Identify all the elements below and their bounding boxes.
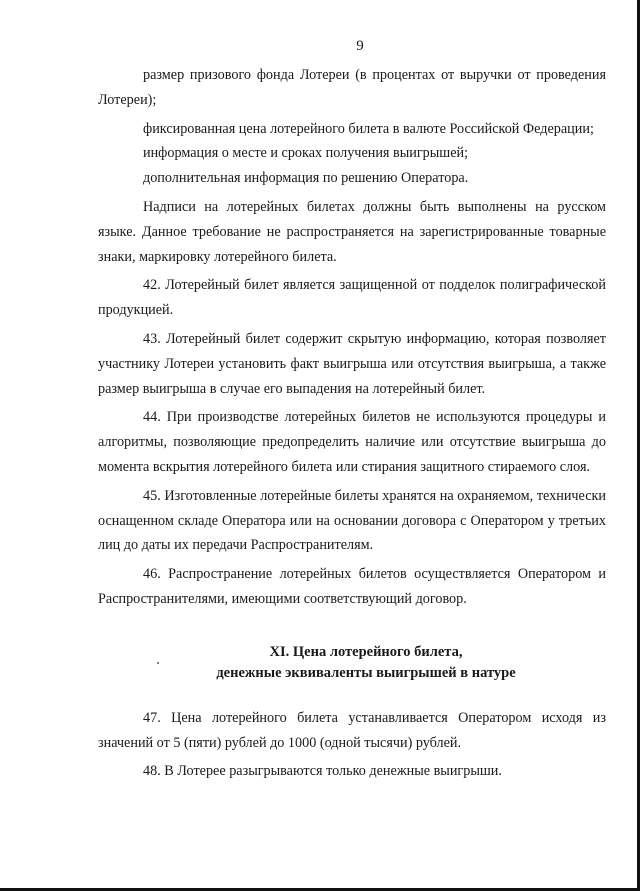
paragraph-47: 47. Цена лотерейного билета устанавливается Оператором исходя из значений от 5 (пяти) рублей до 1000 (одной тысячи) рублей. [98, 709, 606, 751]
paragraph-45: 45. Изготовленные лотерейные билеты хранятся на охраняемом, технически оснащенном складе Оператора или на основании договора с Оператором у третьих лиц до даты их передачи Распространителям. [98, 487, 606, 554]
paragraph-42: 42. Лотерейный билет является защищенной от подделок полиграфической продукцией. [98, 277, 606, 319]
paragraph-prize-info: информация о месте и сроках получения выигрышей; [143, 145, 469, 162]
paragraph-inscriptions: Надписи на лотерейных билетах должны быть выполнены на русском языке. Данное требование не распространяется на зарегистрированные товарные знаки, маркировку лотерейного билета. [98, 198, 606, 265]
document-body [98, 63, 606, 784]
page-number: 9 [356, 38, 364, 54]
section-heading-line-2: денежные эквиваленты выигрышей в натуре [216, 664, 516, 681]
paragraph-46: 46. Распространение лотерейных билетов осуществляется Оператором и Распространителями, имеющими соответствующий договор. [98, 566, 606, 607]
paragraph-43: 43. Лотерейный билет содержит скрытую информацию, которая позволяет участнику Лотереи установить факт выигрыша или отсутствия выигрыша, а также размер выигрыша в случае его выпадения на лотерейный билет. [98, 330, 606, 397]
paragraph-44: 44. При производстве лотерейных билетов не используются процедуры и алгоритмы, позволяющие предопределить наличие или отсутствие выигрыша до момента вскрытия лотерейного билета или стирания защитного стираемого слоя. [98, 409, 606, 475]
scan-speck [157, 662, 159, 664]
section-heading [98, 642, 606, 684]
paragraph-additional-info: дополнительная информация по решению Оператора. [143, 170, 469, 187]
paragraph-prize-fund: размер призового фонда Лотереи (в процентах от выручки от проведения Лотереи); [98, 67, 606, 108]
paragraph-fixed-price: фиксированная цена лотерейного билета в валюте Российской Федерации; [143, 120, 594, 137]
section-heading-line-1: XI. Цена лотерейного билета, [269, 643, 463, 660]
paragraph-48: 48. В Лотерее разыгрываются только денежные выигрыши. [143, 763, 502, 780]
